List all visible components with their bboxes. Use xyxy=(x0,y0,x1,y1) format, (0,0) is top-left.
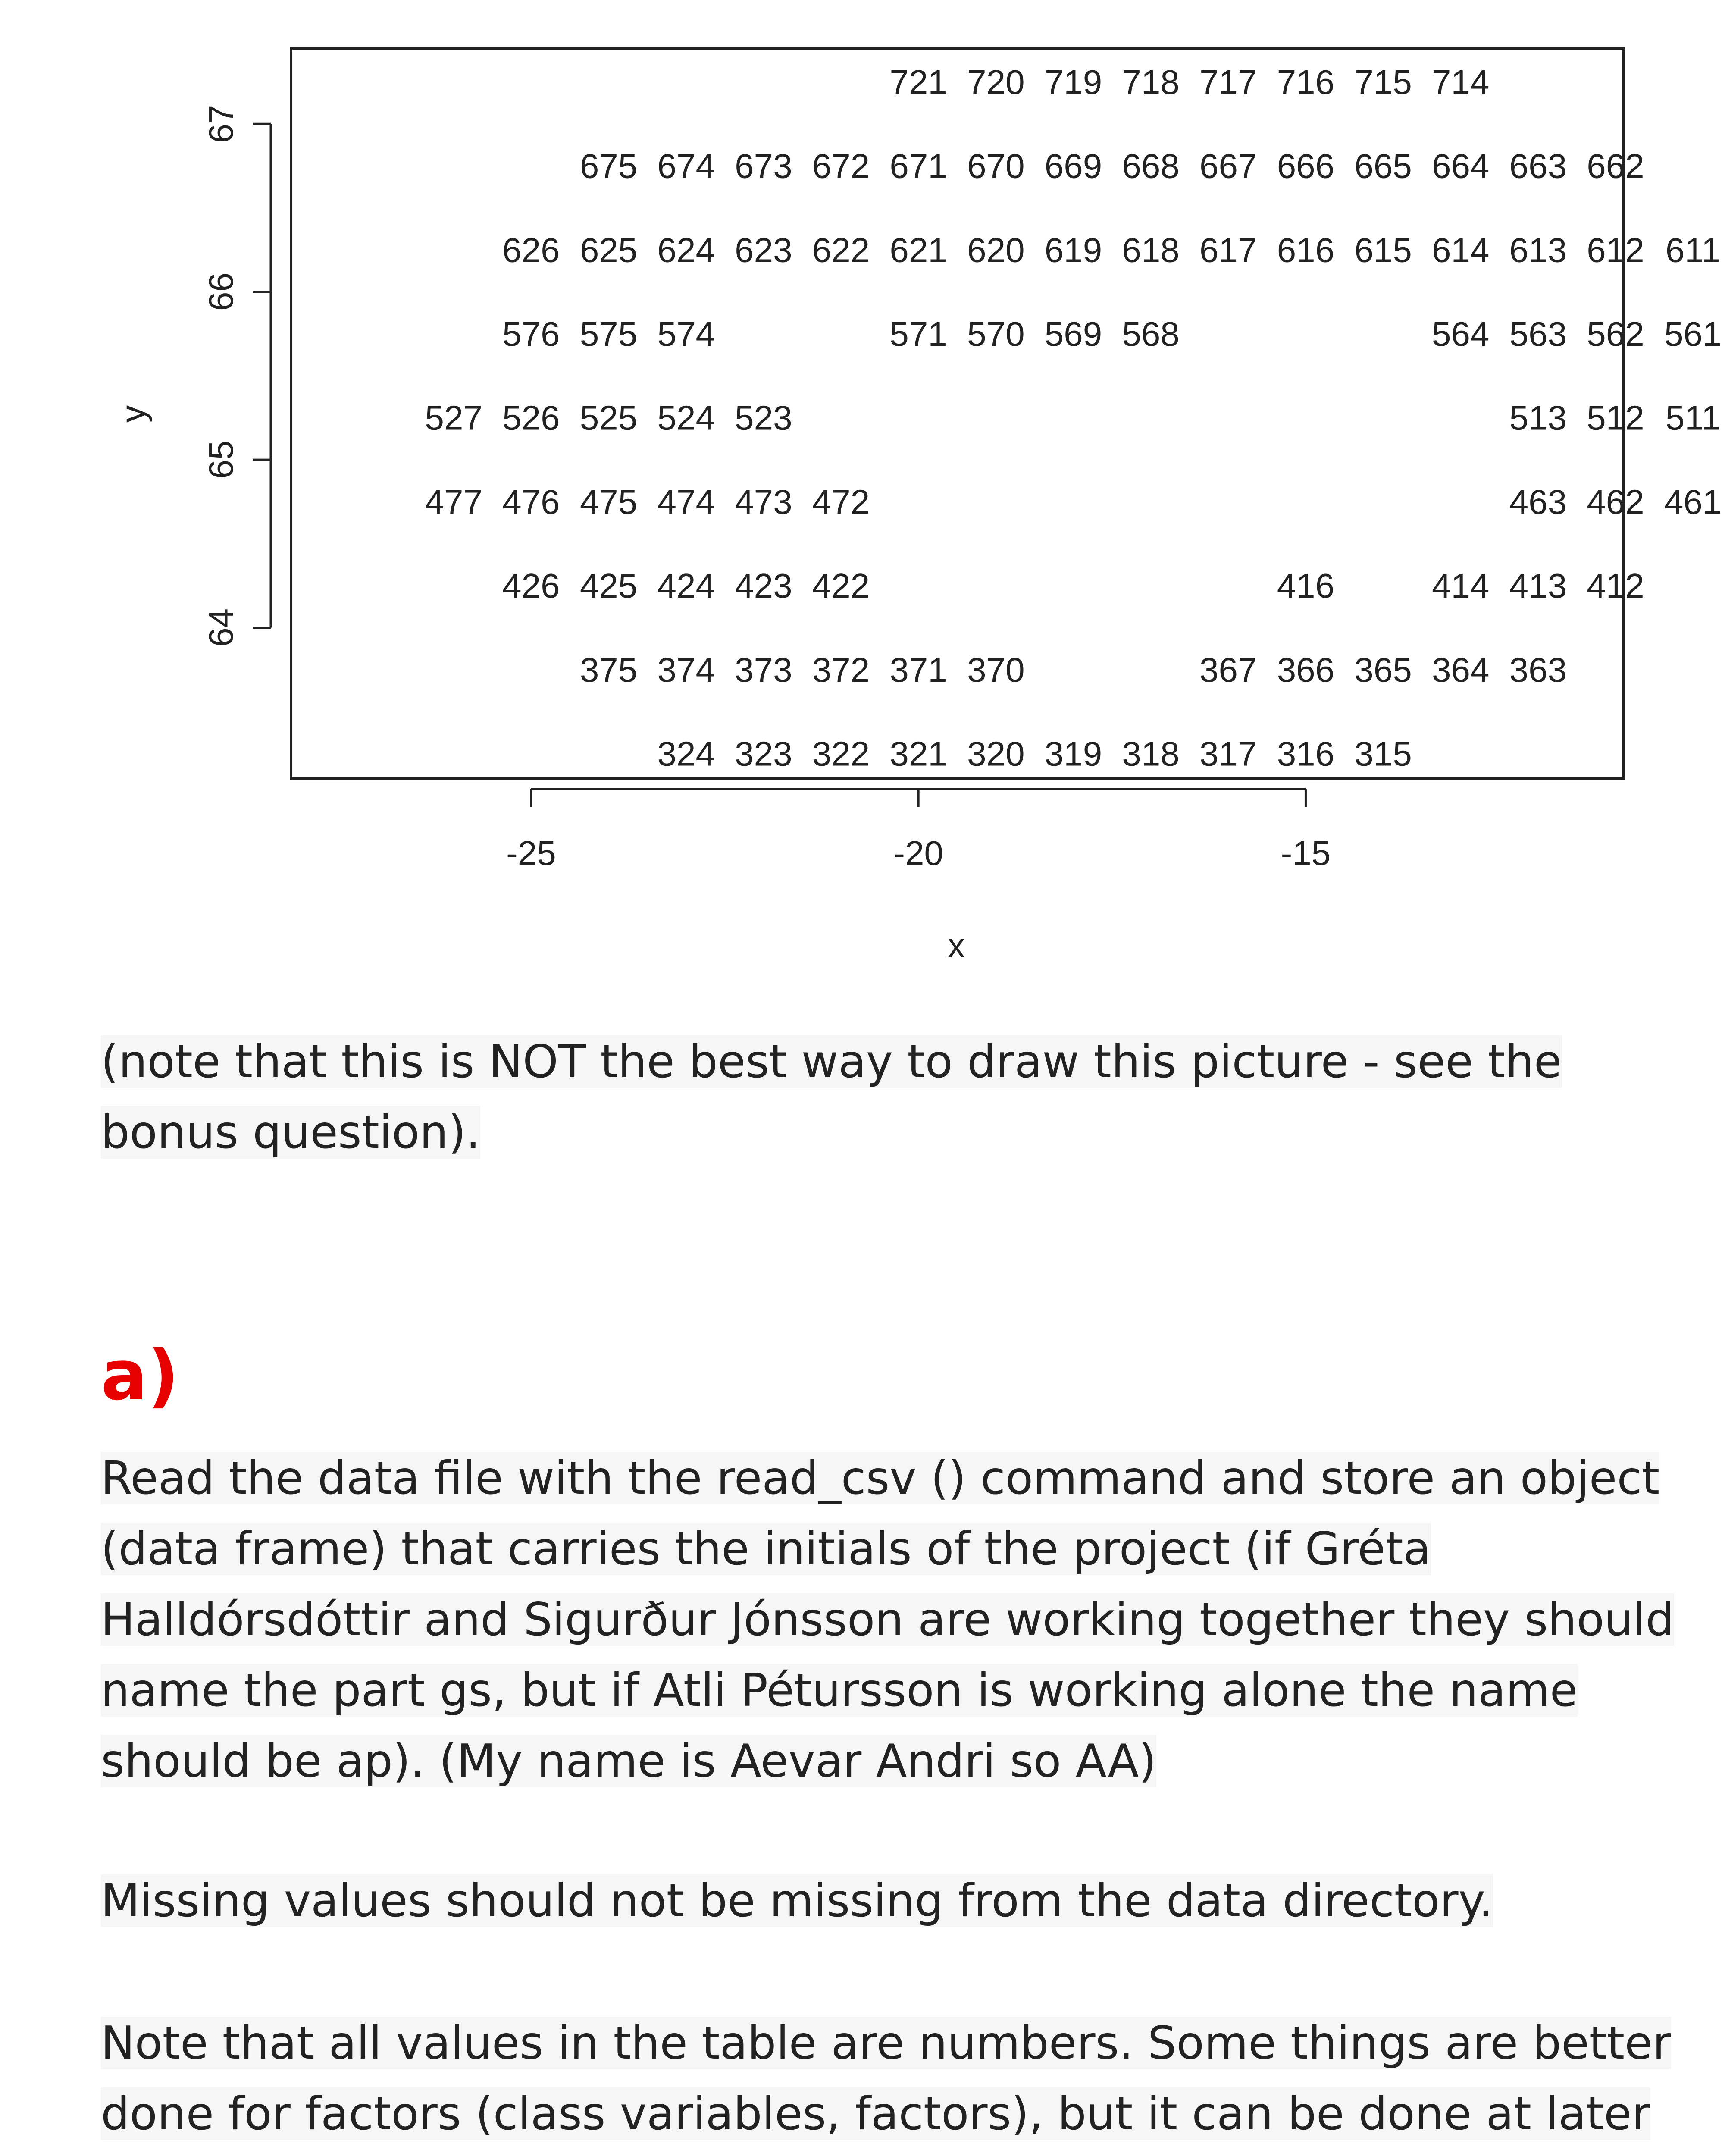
point-label: 365 xyxy=(1354,650,1412,689)
point-label: 363 xyxy=(1509,650,1567,689)
point-label: 523 xyxy=(735,398,792,437)
point-label: 625 xyxy=(579,231,638,270)
point-label: 316 xyxy=(1277,734,1335,773)
factors-text: Note that all values in the table are numbers. Some things are better done for factors (class variables, factors), but it can be done at later xyxy=(101,2017,1671,2156)
point-label: 373 xyxy=(735,650,792,689)
point-label: 674 xyxy=(657,147,715,185)
point-label: 374 xyxy=(657,650,715,689)
missing-values-paragraph xyxy=(101,1865,1713,1936)
point-label: 526 xyxy=(502,398,560,437)
point-label: 720 xyxy=(967,63,1025,101)
point-label: 474 xyxy=(657,483,715,521)
x-tick-label: -20 xyxy=(893,834,943,872)
note-paragraph xyxy=(101,1026,1653,1168)
point-label: 666 xyxy=(1277,147,1335,185)
point-label: 675 xyxy=(579,147,638,185)
point-label: 416 xyxy=(1277,567,1335,605)
point-label: 624 xyxy=(657,231,715,270)
point-label: 715 xyxy=(1354,63,1412,101)
point-label: 574 xyxy=(657,315,715,354)
y-axis-title: y xyxy=(114,405,152,423)
factors-paragraph xyxy=(101,2008,1713,2156)
point-label: 424 xyxy=(657,567,715,605)
point-label: 320 xyxy=(967,734,1025,773)
point-label: 472 xyxy=(812,483,870,521)
point-label: 614 xyxy=(1431,231,1490,270)
scatter-plot xyxy=(0,0,1722,966)
point-label: 571 xyxy=(889,315,947,354)
point-label: 524 xyxy=(657,398,715,437)
point-label: 323 xyxy=(735,734,792,773)
point-label: 527 xyxy=(425,398,483,437)
point-label: 718 xyxy=(1122,63,1180,101)
point-label: 623 xyxy=(735,231,792,270)
point-label: 664 xyxy=(1431,147,1490,185)
point-label: 576 xyxy=(502,315,560,354)
point-label: 461 xyxy=(1664,483,1722,521)
point-label: 568 xyxy=(1122,315,1180,354)
point-label: 620 xyxy=(967,231,1025,270)
missing-values-text: Missing values should not be missing from the data directory. xyxy=(101,1874,1493,1927)
point-label: 569 xyxy=(1044,315,1102,354)
point-label: 626 xyxy=(502,231,560,270)
point-label: 617 xyxy=(1199,231,1257,270)
point-label: 672 xyxy=(812,147,870,185)
point-label: 413 xyxy=(1509,567,1567,605)
point-label: 475 xyxy=(579,483,638,521)
point-label: 562 xyxy=(1587,315,1644,354)
point-label: 426 xyxy=(502,567,560,605)
point-label: 317 xyxy=(1199,734,1257,773)
point-label: 513 xyxy=(1509,398,1567,437)
point-label: 324 xyxy=(657,734,715,773)
point-label: 665 xyxy=(1354,147,1412,185)
y-axis xyxy=(202,105,271,647)
point-label: 364 xyxy=(1431,650,1490,689)
point-label: 463 xyxy=(1509,483,1567,521)
point-label: 563 xyxy=(1509,315,1567,354)
point-label: 612 xyxy=(1587,231,1644,270)
point-label: 473 xyxy=(735,483,792,521)
point-label: 564 xyxy=(1431,315,1490,354)
point-label: 372 xyxy=(812,650,870,689)
point-label: 575 xyxy=(579,315,638,354)
point-label: 719 xyxy=(1044,63,1102,101)
point-label: 318 xyxy=(1122,734,1180,773)
point-label: 425 xyxy=(579,567,638,605)
data-points xyxy=(425,63,1722,773)
point-label: 670 xyxy=(967,147,1025,185)
point-label: 561 xyxy=(1664,315,1722,354)
y-tick-label: 65 xyxy=(202,440,240,479)
point-label: 667 xyxy=(1199,147,1257,185)
point-label: 668 xyxy=(1122,147,1180,185)
section-letter: a) xyxy=(101,1335,179,1416)
point-label: 412 xyxy=(1587,567,1644,605)
point-label: 714 xyxy=(1431,63,1490,101)
note-text: (note that this is NOT the best way to draw this picture - see the bonus question). xyxy=(101,1035,1562,1159)
point-label: 619 xyxy=(1044,231,1102,270)
point-label: 319 xyxy=(1044,734,1102,773)
point-label: 662 xyxy=(1587,147,1644,185)
point-label: 622 xyxy=(812,231,870,270)
point-label: 321 xyxy=(889,734,947,773)
point-label: 315 xyxy=(1354,734,1412,773)
y-tick-label: 66 xyxy=(202,273,240,311)
point-label: 673 xyxy=(735,147,792,185)
point-label: 611 xyxy=(1665,231,1721,270)
instruction-paragraph xyxy=(101,1443,1713,1796)
point-label: 717 xyxy=(1199,63,1257,101)
point-label: 462 xyxy=(1587,483,1644,521)
point-label: 618 xyxy=(1122,231,1180,270)
point-label: 477 xyxy=(425,483,483,521)
point-label: 512 xyxy=(1587,398,1644,437)
x-tick-label: -15 xyxy=(1281,834,1331,872)
point-label: 322 xyxy=(812,734,870,773)
point-label: 616 xyxy=(1277,231,1335,270)
x-axis-title: x xyxy=(948,926,965,965)
point-label: 669 xyxy=(1044,147,1102,185)
point-label: 423 xyxy=(735,567,792,605)
y-tick-label: 64 xyxy=(202,608,240,647)
point-label: 371 xyxy=(889,650,947,689)
point-label: 370 xyxy=(967,650,1025,689)
point-label: 414 xyxy=(1431,567,1490,605)
point-label: 663 xyxy=(1509,147,1567,185)
point-label: 621 xyxy=(889,231,947,270)
y-tick-label: 67 xyxy=(202,104,240,143)
point-label: 613 xyxy=(1509,231,1567,270)
point-label: 367 xyxy=(1199,650,1257,689)
point-label: 525 xyxy=(579,398,638,437)
point-label: 476 xyxy=(502,483,560,521)
point-label: 671 xyxy=(889,147,947,185)
point-label: 375 xyxy=(579,650,638,689)
point-label: 570 xyxy=(967,315,1025,354)
x-tick-label: -25 xyxy=(506,834,556,872)
plot-frame xyxy=(291,48,1623,779)
point-label: 721 xyxy=(889,63,947,101)
point-label: 422 xyxy=(812,567,870,605)
x-axis xyxy=(506,789,1331,872)
point-label: 366 xyxy=(1277,650,1335,689)
point-label: 716 xyxy=(1277,63,1335,101)
point-label: 511 xyxy=(1665,398,1721,437)
point-label: 615 xyxy=(1354,231,1412,270)
instruction-text: Read the data file with the read_csv () command and store an object (data frame) that carries the initials of the project (if Gréta Halldórsdóttir and Sigurður Jónsson are working together they should name the part gs, but if Atli Pétursson is working alone the name should be ap). (My name is Aevar Andri so AA) xyxy=(101,1452,1675,1787)
